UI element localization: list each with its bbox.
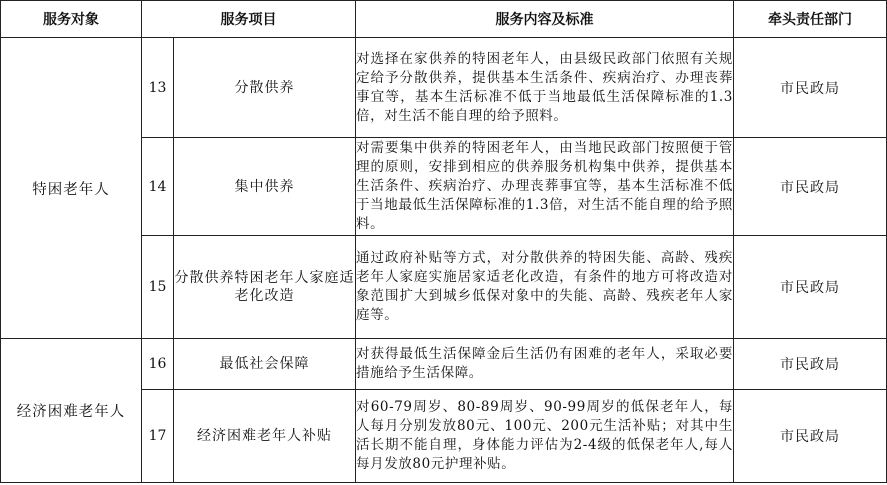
lead-department: 市民政局	[734, 38, 887, 138]
header-service-content: 服务内容及标准	[356, 1, 734, 38]
header-lead-department: 牵头责任部门	[734, 1, 887, 38]
table-row	[1, 339, 887, 390]
group-cell: 经济困难老年人	[1, 339, 142, 483]
service-item: 分散供养特困老年人家庭适老化改造	[174, 236, 356, 339]
lead-department: 市民政局	[734, 138, 887, 236]
service-content: 对60-79周岁、80-89周岁、90-99周岁的低保老年人，每人每月分别发放80元、100元、200元生活补贴；对其中生活长期不能自理，身体能力评估为2-4级的低保老年人,每人每月发放80元护理补贴。	[356, 390, 734, 483]
row-number: 14	[142, 138, 174, 236]
header-row	[1, 1, 887, 38]
group-cell: 特困老年人	[1, 38, 142, 339]
service-content: 对需要集中供养的特困老年人，由当地民政部门按照便于管理的原则，安排到相应的供养服务机构集中供养，提供基本生活条件、疾病治疗、办理丧葬事宜等，基本生活标准不低于当地最低生活保障标准的1.3倍，对生活不能自理的给予照料。	[356, 138, 734, 236]
row-number: 16	[142, 339, 174, 390]
row-number: 15	[142, 236, 174, 339]
service-content: 通过政府补贴等方式，对分散供养的特困失能、高龄、残疾老年人家庭实施居家适老化改造，有条件的地方可将改造对象范围扩大到城乡低保对象中的失能、高龄、残疾老年人家庭等。	[356, 236, 734, 339]
service-item: 集中供养	[174, 138, 356, 236]
service-item: 分散供养	[174, 38, 356, 138]
lead-department: 市民政局	[734, 390, 887, 483]
lead-department: 市民政局	[734, 339, 887, 390]
header-service-target: 服务对象	[1, 1, 142, 38]
table-row	[1, 38, 887, 138]
service-content: 对获得最低生活保障金后生活仍有困难的老年人，采取必要措施给予生活保障。	[356, 339, 734, 390]
header-service-item: 服务项目	[142, 1, 356, 38]
lead-department: 市民政局	[734, 236, 887, 339]
service-content: 对选择在家供养的特困老年人，由县级民政部门依照有关规定给予分散供养，提供基本生活条件、疾病治疗、办理丧葬事宜等，基本生活标准不低于当地最低生活保障标准的1.3倍，对生活不能自理的给予照料。	[356, 38, 734, 138]
service-item: 经济困难老年人补贴	[174, 390, 356, 483]
service-item: 最低社会保障	[174, 339, 356, 390]
row-number: 13	[142, 38, 174, 138]
row-number: 17	[142, 390, 174, 483]
